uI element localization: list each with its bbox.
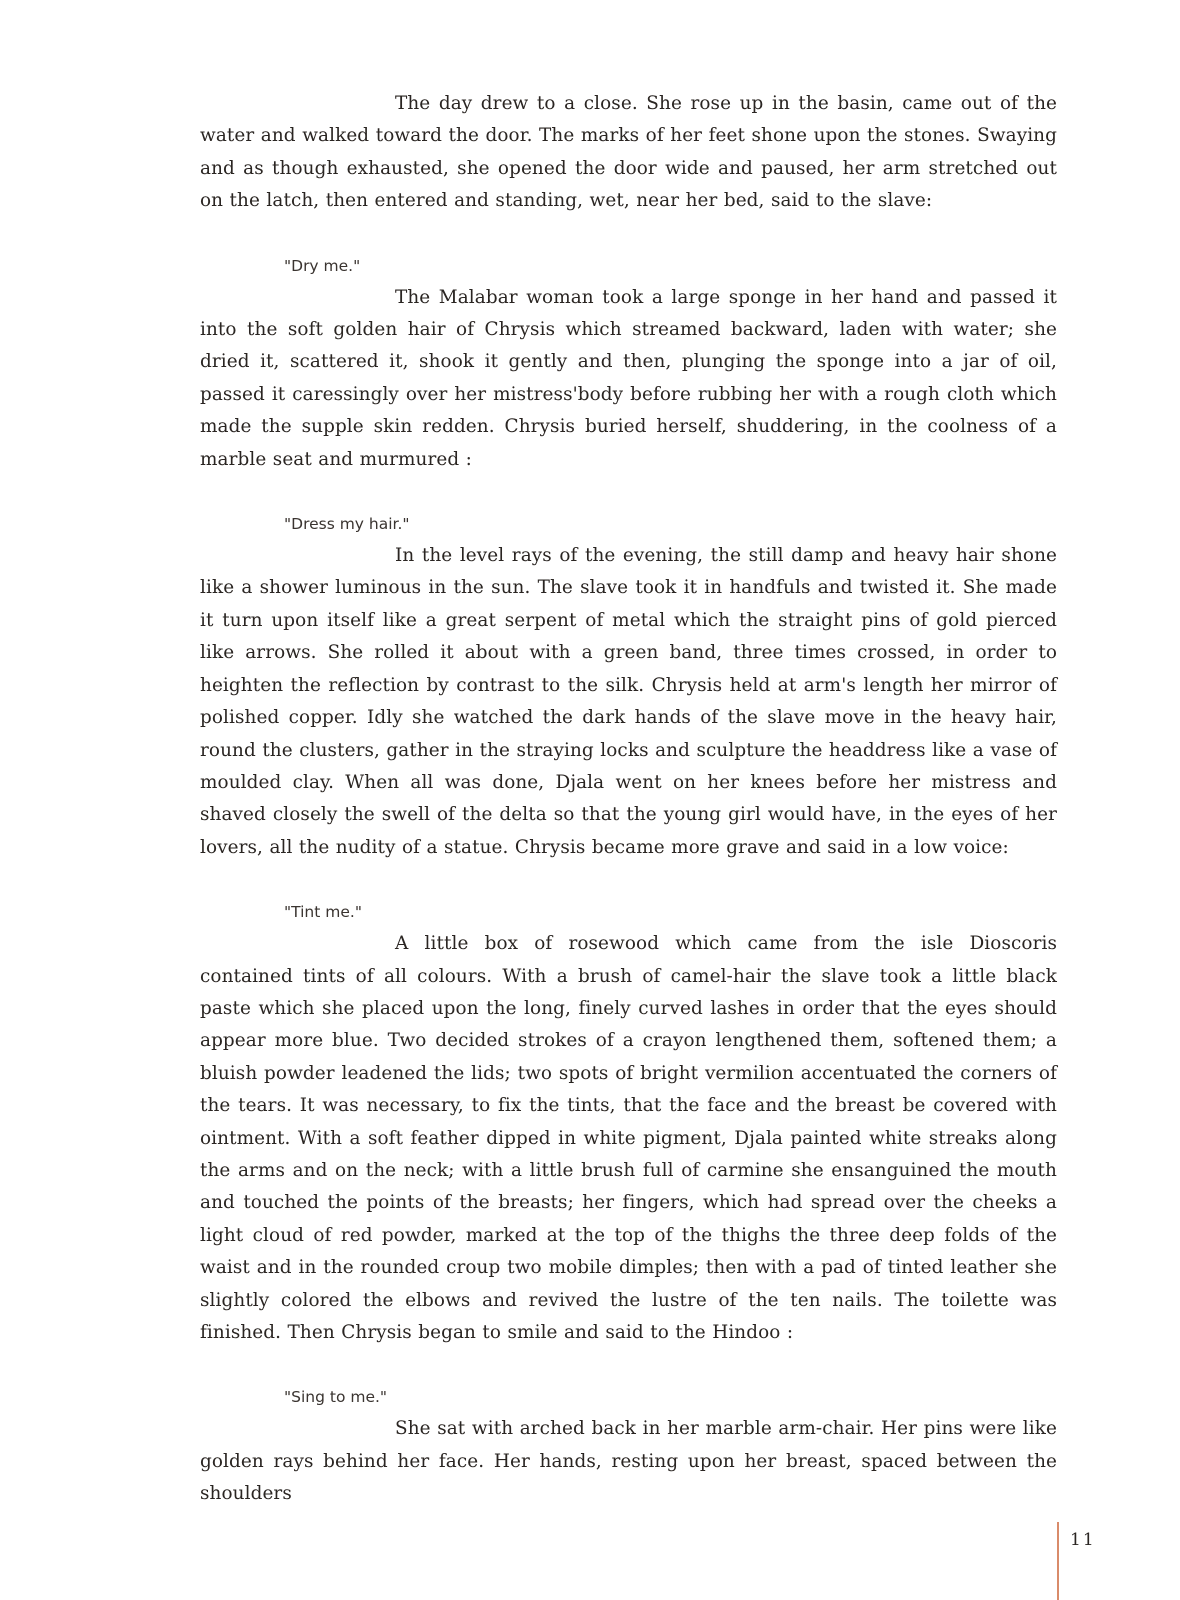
paragraph: The Malabar woman took a large sponge in her hand and passed it into the soft golden hair of Chrysis which streamed backward, laden with water; she dried it, scattered it, shook it gently and then, plunging the sponge into a jar of oil, passed it caressingly over her mistress'body before rubbing her with a rough cloth which made the supple skin redden. Chrysis buried herself, shuddering, in the coolness of a marble seat and murmured : [200, 286, 1057, 470]
page-body [200, 88, 1057, 1511]
spacer [200, 1349, 1057, 1381]
spacer [200, 864, 1057, 896]
dialogue-line: "Sing to me." [284, 1388, 388, 1407]
paragraph: A little box of rosewood which came from the isle Dioscoris contained tints of all colours. With a brush of camel-hair the slave took a little black paste which she placed upon the long, finely curved lashes in order that the eyes should appear more blue. Two decided strokes of a crayon lengthened them, softened them; a bluish powder leadened the lids; two spots of bright vermilion accentuated the corners of the tears. It was necessary, to fix the tints, that the face and the breast be covered with ointment. With a soft feather dipped in white pigment, Djala painted white streaks along the arms and on the neck; with a little brush full of carmine she ensanguined the mouth and touched the points of the breasts; her fingers, which had spread over the cheeks a light cloud of red powder, marked at the top of the thighs the three deep folds of the waist and in the rounded croup two mobile dimples; then with a pad of tinted leather she slightly colored the elbows and revived the lustre of the ten nails. The toilette was finished. Then Chrysis began to smile and said to the Hindoo : [200, 933, 1057, 1343]
paragraph: The day drew to a close. She rose up in the basin, came out of the water and walked toward the door. The marks of her feet shone upon the stones. Swaying and as though exhausted, she opened the door wide and paused, her arm stretched out on the latch, then entered and standing, wet, near her bed, said to the slave: [200, 93, 1057, 212]
spacer [200, 218, 1057, 250]
dialogue-line: "Tint me." [284, 903, 362, 922]
dialogue-line: "Dress my hair." [284, 515, 410, 534]
paragraph: In the level rays of the evening, the still damp and heavy hair shone like a shower luminous in the sun. The slave took it in handfuls and twisted it. She made it turn upon itself like a great serpent of metal which the straight pins of gold pierced like arrows. She rolled it about with a green band, three times crossed, in order to heighten the reflection by contrast to the silk. Chrysis held at arm's length her mirror of polished copper. Idly she watched the dark hands of the slave move in the heavy hair, round the clusters, gather in the straying locks and sculpture the headdress like a vase of moulded clay. When all was done, Djala went on her knees before her mistress and shaved closely the swell of the delta so that the young girl would have, in the eyes of her lovers, all the nudity of a statue. Chrysis became more grave and said in a low voice: [200, 545, 1057, 858]
page-number: 11 [1070, 1530, 1096, 1550]
spacer [200, 476, 1057, 508]
dialogue-line: "Dry me." [284, 256, 361, 275]
paragraph: She sat with arched back in her marble arm-chair. Her pins were like golden rays behind her face. Her hands, resting upon her breast, spaced between the shoulders [200, 1418, 1057, 1505]
footer-rule [1057, 1522, 1059, 1600]
